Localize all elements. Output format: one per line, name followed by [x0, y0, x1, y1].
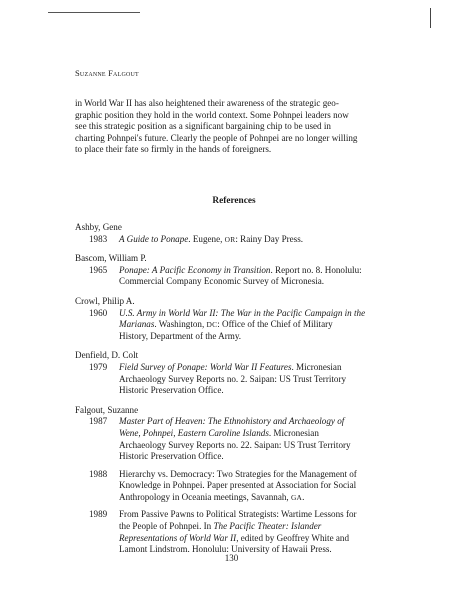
ref-entry	[75, 362, 415, 397]
ref-title: Master Part of Heaven: The Ethnohistory and Archaeology of	[119, 416, 345, 427]
ref-title: A Guide to Ponape	[119, 233, 189, 244]
ref-title: Field Survey of Ponape: World War II Features	[119, 361, 292, 372]
body-line: see this strategic position as a significant bargaining chip to be used in	[75, 121, 331, 132]
ref-text: Anthropology in Oceania meetings, Savannah,	[119, 491, 289, 502]
ref-text: . Report no. 8. Honolulu:	[270, 264, 362, 275]
references-heading: References	[212, 196, 256, 206]
ref-author: Bascom, William P.	[75, 253, 147, 264]
body-line: graphic position they hold in the world context. Some Pohnpei leaders now	[75, 109, 349, 120]
ref-line	[119, 492, 415, 504]
ref-line: From Passive Pawns to Political Strategists: Wartime Lessons for	[119, 509, 357, 520]
ref-year: 1988	[89, 468, 108, 479]
ref-text: : Office of the Chief of Military	[217, 319, 333, 330]
ref-entry	[75, 265, 415, 288]
ref-text: .	[302, 491, 305, 502]
running-header-author: Suzanne Falgout	[75, 68, 139, 78]
ref-entry	[75, 308, 415, 343]
ref-text: . Micronesian	[268, 427, 319, 438]
ref-text: , edited by Geoffrey White and	[236, 532, 350, 543]
ref-author: Denfield, D. Colt	[75, 350, 139, 361]
ref-title: Ponape: A Pacific Economy in Transition	[119, 264, 271, 275]
ref-entry	[75, 469, 415, 504]
ref-text: . Washington,	[154, 319, 205, 330]
top-rule	[48, 12, 140, 13]
ref-title: U.S. Army in World War II: The War in the Pacific Campaign in the	[119, 307, 366, 318]
ref-year: 1960	[89, 307, 108, 318]
ref-state-abbrev: DC	[206, 320, 218, 330]
page-number: 130	[224, 553, 239, 563]
ref-line	[119, 265, 415, 277]
ref-title: Marianas	[119, 319, 155, 330]
body-line: charting Pohnpei's future. Clearly the people of Pohnpei are no longer willing	[75, 132, 358, 143]
ref-line: Commercial Company Economic Survey of Micronesia.	[119, 276, 325, 287]
ref-line: History, Department of the Army.	[119, 330, 242, 341]
ref-entry	[75, 509, 415, 555]
ref-line: Historic Preservation Office.	[119, 451, 224, 462]
body-line: in World War II has also heightened their awareness of the strategic geo-	[75, 98, 339, 108]
ref-line: Lamont Lindstrom. Honolulu: University of Hawaii Press.	[119, 544, 332, 555]
ref-entry	[75, 416, 415, 462]
ref-line: Knowledge in Pohnpei. Paper presented at Association for Social	[119, 480, 357, 491]
body-paragraph	[75, 98, 393, 156]
ref-line: Archaeology Survey Reports no. 22. Saipan: US Trust Territory	[119, 439, 351, 450]
ref-text: . Eugene,	[188, 233, 223, 244]
ref-author: Falgout, Suzanne	[75, 404, 139, 415]
right-margin-rule	[430, 8, 431, 28]
ref-line	[119, 234, 415, 246]
body-line: to place their fate so firmly in the hands of foreigners.	[75, 144, 272, 155]
ref-year: 1965	[89, 264, 108, 275]
ref-year: 1987	[89, 416, 108, 427]
ref-line	[119, 362, 415, 374]
ref-title: Representations of World War II	[119, 532, 237, 543]
ref-author: Crowl, Philip A.	[75, 295, 135, 306]
ref-state-abbrev: OR	[224, 234, 236, 244]
references-list	[75, 222, 415, 556]
ref-text: the People of Pohnpei. In	[119, 521, 212, 532]
ref-title: Wene, Pohnpei, Eastern Caroline Islands	[119, 427, 269, 438]
ref-state-abbrev: GA	[291, 492, 303, 502]
ref-line: Archaeology Survey Reports no. 2. Saipan: US Trust Territory	[119, 373, 347, 384]
ref-text: . Micronesian	[291, 361, 342, 372]
ref-year: 1989	[89, 509, 108, 520]
ref-line	[119, 521, 415, 533]
ref-title: The Pacific Theater: Islander	[213, 521, 322, 532]
ref-line	[119, 533, 415, 545]
ref-author: Ashby, Gene	[75, 222, 122, 232]
ref-year: 1979	[89, 361, 108, 372]
ref-year: 1983	[89, 233, 108, 244]
ref-line: Hierarchy vs. Democracy: Two Strategies for the Management of	[119, 468, 357, 479]
ref-line	[119, 428, 415, 440]
ref-line	[119, 319, 415, 331]
ref-line: Historic Preservation Office.	[119, 385, 224, 396]
ref-text: : Rainy Day Press.	[235, 233, 304, 244]
ref-entry	[75, 234, 415, 246]
